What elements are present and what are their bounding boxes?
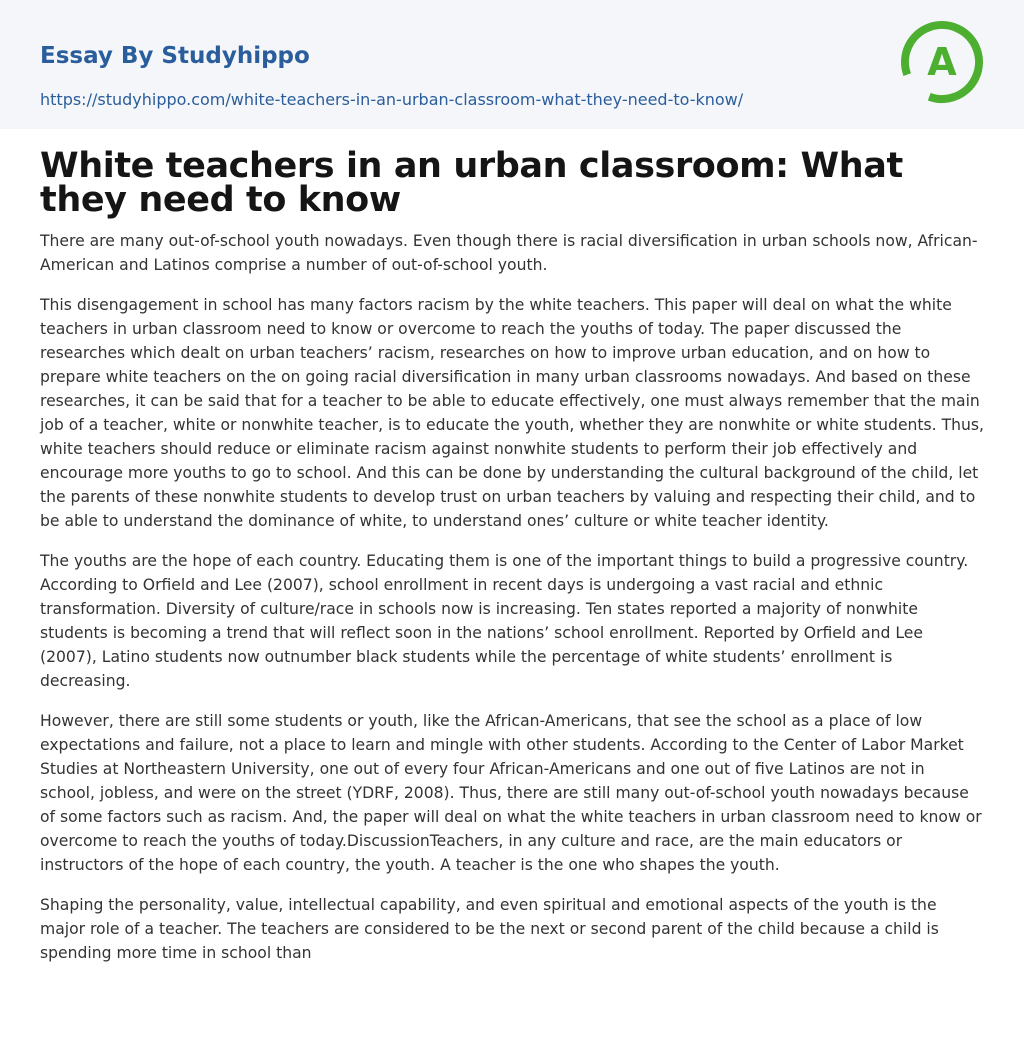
studyhippo-logo-icon[interactable] [900, 20, 984, 104]
paragraph-5: Shaping the personality, value, intellectual capability, and even spiritual and emotional aspects of the youth is the major role of a teacher. The teachers are considered to be the next or second parent of the child because a child is spending more time in school than [40, 896, 939, 962]
paragraph-2: This disengagement in school has many factors racism by the white teachers. This paper will deal on what the white teachers in urban classroom need to know or overcome to reach the youths of today. The paper discussed the researches which dealt on urban teachers’ racism, researches on how to improve urban education, and on how to prepare white teachers on the on going racial diversification in many urban classrooms nowadays. And based on these researches, it can be said that for a teacher to be able to educate effectively, one must always remember that the main job of a teacher, white or nonwhite teacher, is to educate the youth, whether they are nonwhite or white students. Thus, white teachers should reduce or eliminate racism against nonwhite students to perform their job effectively and encourage more youths to go to school. And this can be done by understanding the cultural background of the child, let the parents of these nonwhite students to develop trust on urban teachers by valuing and respecting their child, and to be able to understand the dominance of white, to understand ones’ culture or white teacher identity. [40, 296, 984, 530]
article-body [0, 129, 1024, 965]
brand-title: Essay By Studyhippo [40, 43, 310, 69]
paragraph-1: There are many out-of-school youth nowadays. Even though there is racial diversification in urban schools now, African-American and Latinos comprise a number of out-of-school youth. [40, 232, 978, 274]
paragraph-4: However, there are still some students or youth, like the African-Americans, that see the school as a place of low expectations and failure, not a place to learn and mingle with other students. According to the Center of Labor Market Studies at Northeastern University, one out of every four African-Americans and one out of five Latinos are not in school, jobless, and were on the street (YDRF, 2008). Thus, there are still many out-of-school youth nowadays because of some factors such as racism. And, the paper will deal on what the white teachers in urban classroom need to know or overcome to reach the youths of today.DiscussionTeachers, in any culture and race, are the main educators or instructors of the hope of each country, the youth. A teacher is the one who shapes the youth. [40, 712, 982, 874]
paragraph-3: The youths are the hope of each country. Educating them is one of the important things to build a progressive country. According to Orfield and Lee (2007), school enrollment in recent days is undergoing a vast racial and ethnic transformation. Diversity of culture/race in schools now is increasing. Ten states reported a majority of nonwhite students is becoming a trend that will reflect soon in the nations’ school enrollment. Reported by Orfield and Lee (2007), Latino students now outnumber black students while the percentage of white students’ enrollment is decreasing. [40, 552, 969, 690]
article-title: White teachers in an urban classroom: What they need to know [40, 146, 903, 220]
svg-text:A: A [927, 40, 957, 84]
article-url-link[interactable]: https://studyhippo.com/white-teachers-in-an-urban-classroom-what-they-need-to-know/ [40, 90, 744, 109]
site-header [0, 0, 1024, 129]
